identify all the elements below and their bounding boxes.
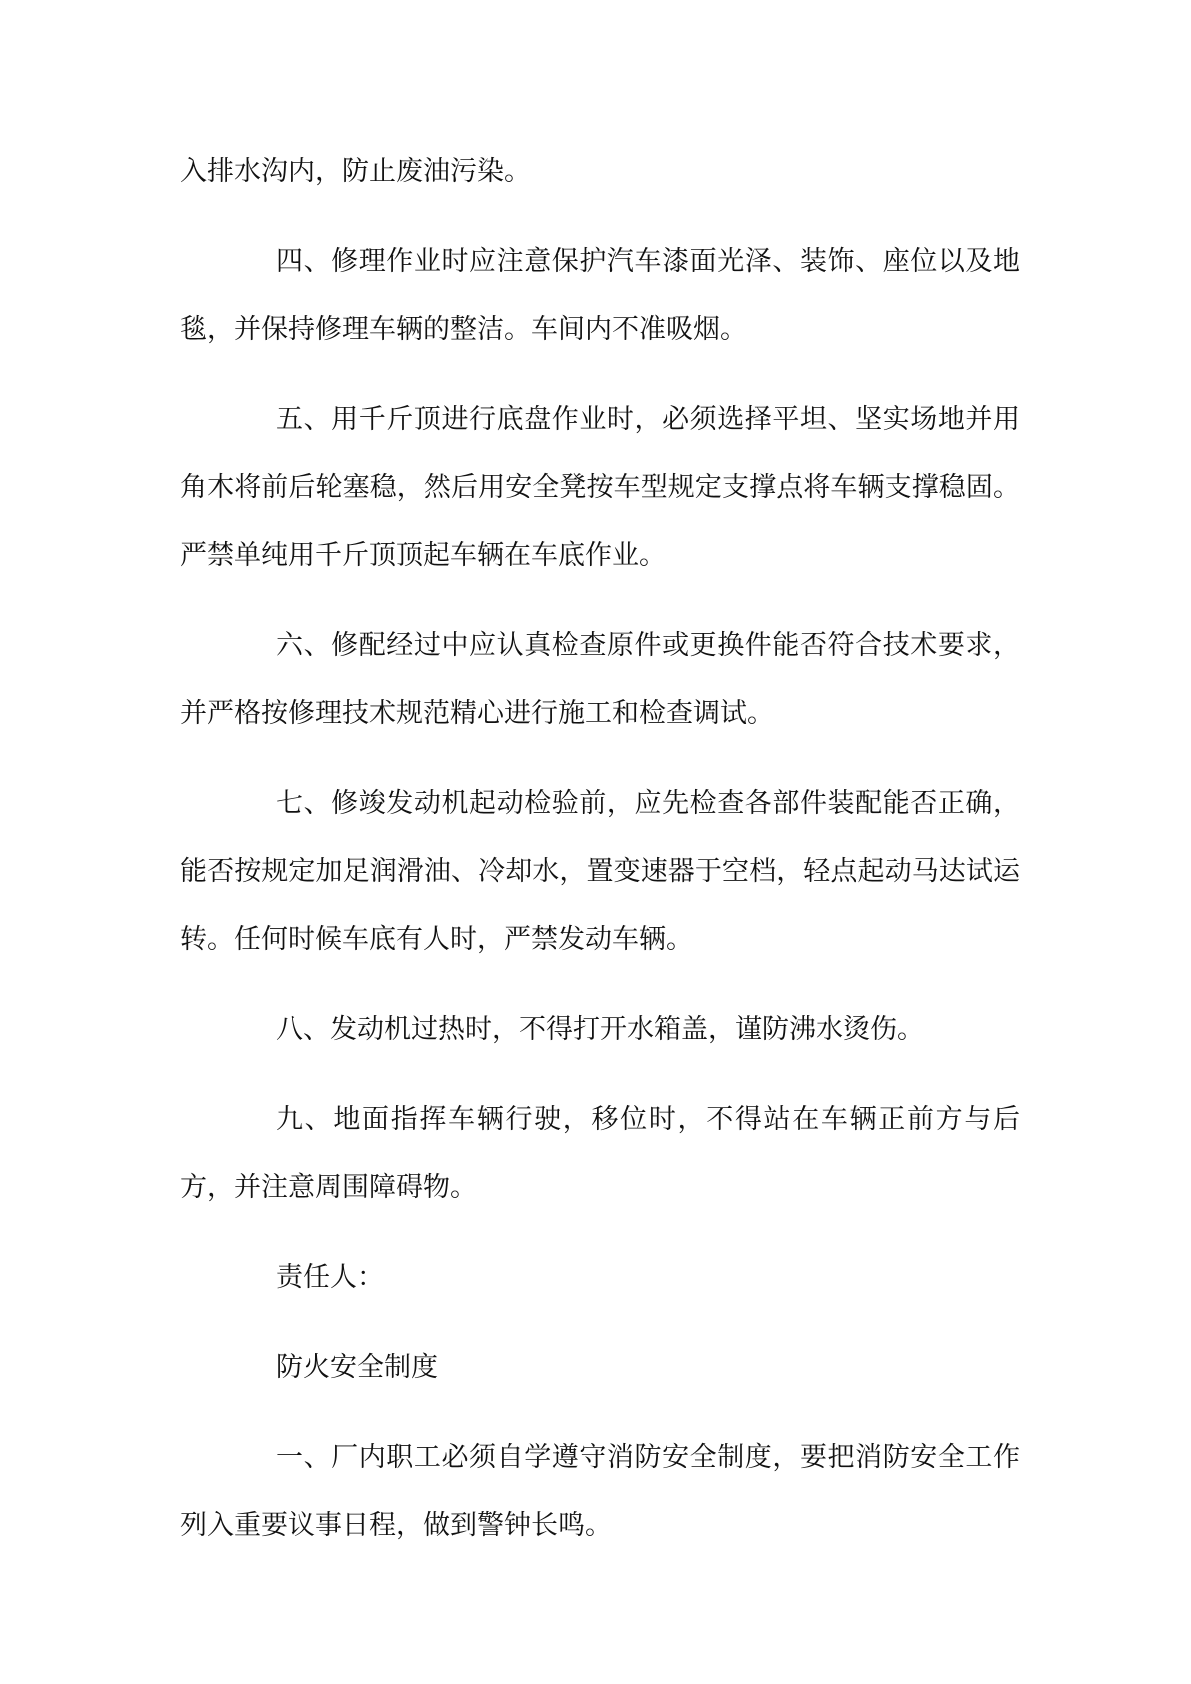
paragraph-item-7: 七、修竣发动机起动检验前，应先检查各部件装配能否正确，能否按规定加足润滑油、冷却水，置变速器于空档，轻点起动马达试运转。任何时候车底有人时，严禁发动车辆。	[180, 788, 1020, 955]
document-body	[180, 138, 1020, 1582]
paragraph-item-9: 九、地面指挥车辆行驶，移位时，不得站在车辆正前方与后方，并注意周围障碍物。	[180, 1104, 1020, 1203]
paragraph-item-5: 五、用千斤顶进行底盘作业时，必须选择平坦、坚实场地并用角木将前后轮塞稳，然后用安全凳按车型规定支撑点将车辆支撑稳固。严禁单纯用千斤顶顶起车辆在车底作业。	[180, 404, 1020, 571]
paragraph-item-1: 一、厂内职工必须自学遵守消防安全制度，要把消防安全工作列入重要议事日程，做到警钟长鸣。	[180, 1442, 1020, 1541]
paragraph-item-8: 八、发动机过热时，不得打开水箱盖，谨防沸水烫伤。	[276, 1014, 924, 1045]
responsible-person-label: 责任人：	[276, 1262, 384, 1293]
section-heading: 防火安全制度	[276, 1352, 438, 1383]
paragraph-item-4: 四、修理作业时应注意保护汽车漆面光泽、装饰、座位以及地毯，并保持修理车辆的整洁。车间内不准吸烟。	[180, 246, 1020, 345]
paragraph-item-6: 六、修配经过中应认真检查原件或更换件能否符合技术要求，并严格按修理技术规范精心进行施工和检查调试。	[180, 630, 1020, 729]
paragraph-continuation: 入排水沟内，防止废油污染。	[180, 156, 531, 187]
